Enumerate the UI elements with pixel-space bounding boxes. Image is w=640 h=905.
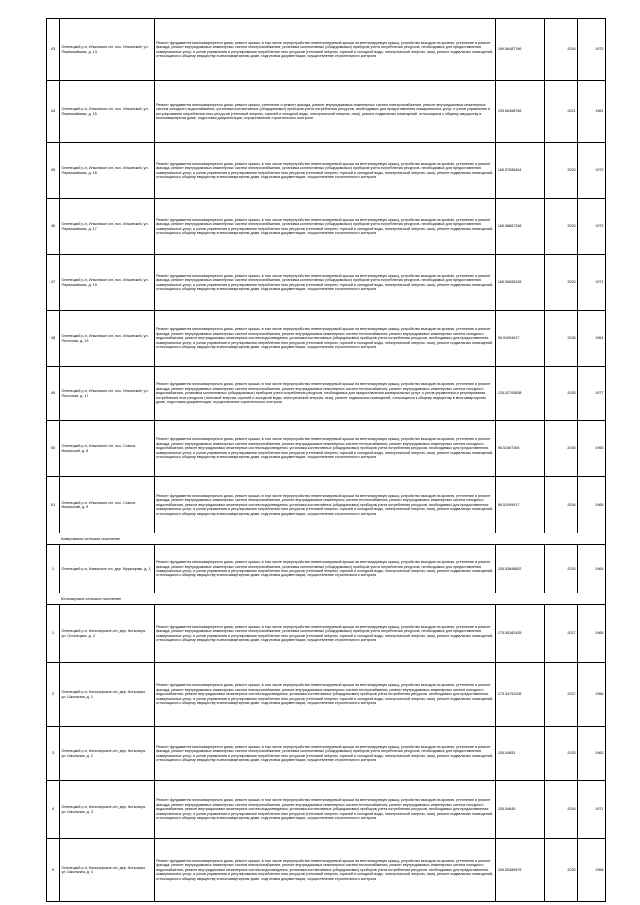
row-address-text: Оленецкий р-н, Коверское с/п, дер. Муркоярвы, д. 1 [61,566,151,571]
row-works [155,255,497,310]
row-year-planned-text: 2027 [567,692,576,697]
row-address [60,421,155,476]
table-group-kotkozerskoe [47,605,605,901]
row-year-planned [545,255,578,310]
row-number [47,199,60,254]
row-number-text: 45 [50,167,56,173]
row-area-text: 175.54791206 [497,692,522,697]
row-year-built-text: 1964 [595,336,604,341]
row-area-text: 169.56487766 [497,47,522,52]
row-number [47,367,60,420]
row-works-text: Ремонт фундамента многоквартирного дома, ремонт крыши, в том числе переустройство невентилируемой крыши на вентилируемую крышу, устройство выходов на кровлю, утепление и ремонт фасада, ремонт внутридомовых инженерных систем электроснабжения, установка коллективных (общедомовых) приборов учета потребления ресурсов, необходимых для предоставления коммунальных услуг, и узлов управления и регулирования потребления этих ресурсов (тепловой энергии, горячей и холодной воды, электрической энергии, газа), ремонт подвальных помещений, относящихся к общему имуществу в многоквартирном доме, подготовка документации, осуществление строительного контроля [156,744,493,762]
table-row [47,311,605,367]
row-address-text: Оленецкий р-н, Ильинское с/п, пос. Ильинский, ул. Песочная, д. 13 [61,334,149,343]
row-address-text: Оленецкий р-н, Коткозерское с/п, дер. Коткозеро, ул. Школьная, д. 3 [61,805,147,814]
row-works [155,19,497,80]
row-area-text: 96.51094917 [497,336,520,341]
row-number [47,477,60,533]
row-works [155,311,497,366]
row-works [155,199,497,254]
row-area-text: 135.52793658 [497,391,522,396]
row-year-planned [545,727,578,780]
row-area-text: 96.51095917 [497,502,520,507]
row-area [496,255,545,310]
row-area [496,727,545,780]
row-number-text: 4 [51,806,55,812]
row-works [155,545,497,593]
table-row [47,421,605,477]
row-number-text: 46 [50,223,56,229]
row-works [155,421,497,476]
row-year-built-text: 1973 [595,224,604,229]
row-year-built [578,19,605,80]
row-year-planned [545,545,578,593]
row-area-text: 166.57086364 [497,168,522,173]
table-row [47,727,605,781]
row-year-built-text: 1966 [595,692,604,697]
row-year-built-text: 1965 [595,446,604,451]
row-year-planned-text: 2030 [567,867,576,872]
row-works-text: Ремонт фундамента многоквартирного дома, ремонт крыши, в том числе переустройство невентилируемой крыши на вентилируемую крышу, устройство выходов на кровлю, утепление и ремонт фасада, ремонт внутридомовых инженерных систем электроснабжения, установка коллективных (общедомовых) приборов учета потребления ресурсов, необходимых для предоставления коммунальных услуг, и узлов управления и регулирования потребления этих ресурсов (тепловой энергии, горячей и холодной воды, электрической энергии, газа), ремонт подвальных помещений, относящихся к общему имуществу в многоквартирном доме, подготовка документации, осуществление строительного контроля [156,560,493,578]
table-row [47,81,605,143]
row-works-text: Ремонт фундамента многоквартирного дома, ремонт крыши, в том числе переустройство невентилируемой крыши на вентилируемую крышу, устройство выходов на кровлю, утепление и ремонт фасада, ремонт внутридомовых инженерных систем электроснабжения, ремонт внутридомовых инженерных систем теплоснабжения, ремонт внутридомовых инженерных систем холодного водоснабжения, ремонт внутридомовых инженерных систем водоотведения, установка коллективных (общедомовых) приборов учета потребления ресурсов, необходимых для предоставления коммунальных услуг, и узлов управления и регулирования потребления этих ресурсов (тепловой энергии, горячей и холодной воды, электрической энергии, газа), ремонт подвальных помещений, относящихся к общему имуществу в многоквартирном доме, подготовка документации, осуществление строительного контроля [156,798,493,821]
row-year-planned [545,143,578,198]
row-area-text: 155.54653 [497,751,516,756]
row-address-text: Оленецкий р-н, Ильинское с/п, пос. Ильинский, ул. Первомайская, д. 15 [61,107,149,116]
row-year-planned-text: 2027 [567,631,576,636]
row-year-built [578,781,605,838]
row-address [60,367,155,420]
row-number [47,81,60,142]
row-number-text: 2 [51,691,55,697]
row-year-planned-text: 2030 [567,566,576,571]
table-row [47,477,605,533]
row-number [47,421,60,476]
row-year-planned [545,199,578,254]
row-year-built [578,727,605,780]
row-area [496,367,545,420]
row-address-text: Оленецкий р-н, Коткозерское с/п, дер. Коткозеро, ул. Школьная, д. 2 [61,749,147,758]
row-year-planned-text: 2035 [567,391,576,396]
row-year-planned-text: 2036 [567,502,576,507]
row-area-text: 155.54845 [497,807,516,812]
table-row [47,839,605,901]
row-area [496,663,545,726]
row-year-built [578,199,605,254]
row-year-built [578,545,605,593]
table-row [47,19,605,81]
row-works-text: Ремонт фундамента многоквартирного дома, ремонт крыши, в том числе переустройство невентилируемой крыши на вентилируемую крышу, устройство выходов на кровлю, утепление и ремонт фасада, ремонт внутридомовых инженерных систем электроснабжения, ремонт внутридомовых инженерных систем теплоснабжения, ремонт внутридомовых инженерных систем холодного водоснабжения, ремонт внутридомовых инженерных систем водоотведения, установка коллективных (общедомовых) приборов учета потребления ресурсов, необходимых для предоставления коммунальных услуг, и узлов управления и регулирования потребления этих ресурсов (тепловой энергии, горячей и холодной воды, электрической энергии, газа), ремонт подвальных помещений, относящихся к общему имуществу в многоквартирном доме, подготовка документации, осуществление строительного контроля [156,493,493,516]
row-year-built [578,255,605,310]
row-address [60,311,155,366]
row-works [155,477,497,533]
row-year-built-text: 1968 [595,867,604,872]
row-number [47,781,60,838]
row-address [60,199,155,254]
row-area [496,605,545,662]
row-address-text: Оленецкий р-н, Коткозерское с/п, дер. Коткозеро, ул. Школьная, д. 1 [61,690,147,699]
row-address [60,781,155,838]
row-address-text: Оленецкий р-н, Ильинское с/п, пос. Совхоз Ильинский, д. 8 [61,444,136,453]
row-address-text: Оленецкий р-н, Ильинское с/п, пос. Ильинский, ул. Песочная, д. 17 [61,389,149,398]
row-works-text: Ремонт фундамента многоквартирного дома, ремонт крыши, в том числе переустройство невентилируемой крыши на вентилируемую крышу, устройство выходов на кровлю, утепление и ремонт фасада, ремонт внутридомовых инженерных систем электроснабжения, ремонт внутридомовых инженерных систем теплоснабжения, ремонт внутридомовых инженерных систем холодного водоснабжения, ремонт внутридомовых инженерных систем водоотведения, установка коллективных (общедомовых) приборов учета потребления ресурсов, необходимых для предоставления коммунальных услуг, и узлов управления и регулирования потребления этих ресурсов (тепловой энергии, горячей и холодной воды, электрической энергии, газа), ремонт подвальных помещений, относящихся к общему имуществу в многоквартирном доме, подготовка документации, осуществление строительного контроля [156,858,493,881]
row-works [155,663,497,726]
row-year-planned-text: 2036 [567,446,576,451]
row-year-built-text: 1972 [595,168,604,173]
row-year-built-text: 1963 [595,751,604,756]
row-area-text: 175.55382455 [497,631,522,636]
row-year-planned [545,81,578,142]
row-address [60,545,155,593]
row-year-built-text: 1973 [595,47,604,52]
row-works-text: Ремонт фундамента многоквартирного дома, ремонт крыши, утепление и ремонт фасада, ремонт внутридомовых инженерных систем электроснабжения, ремонт внутридомовых инженерных систем холодного водоснабжения, установка коллективных (общедомовых) приборов учета потребления ресурсов, необходимых для предоставления коммунальных услуг, и узлов управления и регулирования потребления этих ресурсов (тепловой энергии, горячей и холодной воды, электрической энергии, газа), ремонт подвальных помещений, относящихся к общему имуществу в многоквартирном доме, подготовка документации, осуществление строительного контроля [156,102,491,120]
row-number [47,255,60,310]
row-year-planned-text: 2038 [567,336,576,341]
row-works-text: Ремонт фундамента многоквартирного дома, ремонт крыши, в том числе переустройство невентилируемой крыши на вентилируемую крышу, устройство выходов на кровлю, утепление и ремонт фасада, ремонт внутридомовых инженерных систем электроснабжения, установка коллективных (общедомовых) приборов учета потребления ресурсов, необходимых для предоставления коммунальных услуг, и узлов управления и регулирования потребления этих ресурсов (тепловой энергии, горячей и холодной воды, электрической энергии, газа), ремонт подвальных помещений, относящихся к общему имуществу в многоквартирном доме, подготовка документации, осуществление строительного контроля [156,161,493,179]
row-address [60,605,155,662]
row-address-text: Оленецкий р-н, Ильинское с/п, пос. Ильинский, ул. Первомайская, д. 17 [61,222,149,231]
row-number [47,727,60,780]
row-area [496,143,545,198]
table-row [47,199,605,255]
row-address [60,81,155,142]
row-number-text: 1 [51,565,55,571]
row-number [47,839,60,901]
row-works-text: Ремонт фундамента многоквартирного дома, ремонт крыши, в том числе переустройство невентилируемой крыши на вентилируемую крышу, устройство выходов на кровлю, утепление и ремонт фасада, ремонт внутридомовых инженерных систем электроснабжения, установка коллективных (общедомовых) приборов учета потребления ресурсов, необходимых для предоставления коммунальных услуг, и узлов управления и регулирования потребления этих ресурсов (тепловой энергии, горячей и холодной воды, электрической энергии, газа), ремонт подвальных помещений, относящихся к общему имуществу в многоквартирном доме, подготовка документации, осуществление строительного контроля [156,217,493,235]
row-year-planned-text: 2021 [567,109,576,114]
row-number-text: 43 [50,46,56,52]
row-area-text: 235.56468766 [497,109,522,114]
row-address-text: Оленецкий р-н, Ильинское с/п, пос. Ильинский, ул. Первомайская, д. 14 [61,45,149,54]
section-heading: Коткозерское сельское поселение [47,593,605,605]
row-year-built [578,477,605,533]
row-year-planned [545,19,578,80]
row-address [60,727,155,780]
row-area-text: 155.50389976 [497,867,522,872]
row-number-text: 51 [50,501,56,507]
section-heading: Коверовское сельское поселение [47,533,605,545]
row-number-text: 1 [51,630,55,636]
row-area [496,477,545,533]
row-year-planned [545,663,578,726]
row-year-planned-text: 2026 [567,224,576,229]
table-row [47,367,605,421]
row-year-planned [545,421,578,476]
row-number-text: 49 [50,390,56,396]
row-area-text: 155.53898852 [497,566,522,571]
row-area-text: 166.56080245 [497,280,522,285]
row-year-planned [545,839,578,901]
row-number [47,663,60,726]
row-number-text: 3 [51,750,55,756]
row-year-planned-text: 2026 [567,280,576,285]
row-address-text: Оленецкий р-н, Коткозерское с/п, дер. Коткозеро, ул. Олонецкая, д. 3 [61,629,147,638]
row-area [496,199,545,254]
table-row [47,255,605,311]
row-number-text: 50 [50,445,56,451]
row-year-built [578,143,605,198]
row-year-built [578,839,605,901]
table-row [47,605,605,663]
row-works [155,839,497,901]
row-works [155,781,497,838]
row-year-built [578,367,605,420]
row-area [496,19,545,80]
table-group-ilinskoe [47,19,605,533]
row-year-built-text: 1964 [595,566,604,571]
row-address-text: Оленецкий р-н, Ильинское с/п, пос. Совхоз Ильинский, д. 9 [61,500,136,509]
row-year-planned [545,605,578,662]
row-year-planned-text: 2026 [567,807,576,812]
row-year-built [578,311,605,366]
program-table [46,18,606,902]
row-works-text: Ремонт фундамента многоквартирного дома, ремонт крыши, в том числе переустройство невентилируемой крыши на вентилируемую крышу, устройство выходов на кровлю, утепление и ремонт фасада, ремонт внутридомовых инженерных систем электроснабжения, ремонт внутридомовых инженерных систем теплоснабжения, ремонт внутридомовых инженерных систем холодного водоснабжения, ремонт внутридомовых инженерных систем водоотведения, установка коллективных (общедомовых) приборов учета потребления ресурсов, необходимых для предоставления коммунальных услуг, и узлов управления и регулирования потребления этих ресурсов (тепловой энергии, горячей и холодной воды, электрической энергии, газа), ремонт подвальных помещений, относящихся к общему имуществу в многоквартирном доме, подготовка документации, осуществление строительного контроля [156,683,493,706]
row-address-text: Оленецкий р-н, Коткозерское с/п, дер. Коткозеро, ул. Школьная, д. 4 [61,865,147,874]
row-area [496,421,545,476]
row-works-text: Ремонт фундамента многоквартирного дома, ремонт крыши, в том числе переустройство невентилируемой крыши на вентилируемую крышу, устройство выходов на кровлю, утепление и ремонт фасада, ремонт внутридомовых инженерных систем электроснабжения, установка коллективных (общедомовых) приборов учета потребления ресурсов, необходимых для предоставления коммунальных услуг, и узлов управления и регулирования потребления этих ресурсов (тепловой энергии, горячей и холодной воды, электрической энергии, газа), ремонт подвальных помещений, относящихся к общему имуществу в многоквартирном доме, подготовка документации, осуществление строительного контроля [156,624,493,642]
row-area [496,545,545,593]
row-works-text: Ремонт фундамента многоквартирного дома, ремонт крыши, в том числе переустройство невентилируемой крыши на вентилируемую крышу, устройство выходов на кровлю, утепление и ремонт фасада, ремонт внутридомовых инженерных систем электроснабжения, установка коллективных (общедомовых) приборов учета потребления ресурсов, необходимых для предоставления коммунальных услуг, и узлов управления и регулирования потребления этих ресурсов (тепловой энергии, горячей и холодной воды, электрической энергии, газа), ремонт подвальных помещений, относящихся к общему имуществу в многоквартирном доме, подготовка документации, осуществление строительного контроля [156,273,493,291]
row-works [155,605,497,662]
row-works-text: Ремонт фундамента многоквартирного дома, ремонт крыши, в том числе переустройство невентилируемой крыши на вентилируемую крышу, устройство выходов на кровлю, утепление и ремонт фасада, ремонт внутридомовых инженерных систем электроснабжения, ремонт внутридомовых инженерных систем теплоснабжения, ремонт внутридомовых инженерных систем холодного водоснабжения, установка коллективных (общедомовых) приборов учета потребления ресурсов, необходимых для предоставления коммунальных услуг, и узлов управления и регулирования потребления этих ресурсов (тепловой энергии, горячей и холодной воды, электрической энергии, газа), ремонт подвальных помещений, относящихся к общему имуществу в многоквартирном доме, подготовка документации, осуществление строительного контроля [156,382,491,405]
row-year-built-text: 1965 [595,631,604,636]
table-row [47,143,605,199]
row-address [60,663,155,726]
row-works-text: Ремонт фундамента многоквартирного дома, ремонт крыши, в том числе переустройство невентилируемой крыши на вентилируемую крышу, устройство выходов на кровлю, утепление и ремонт фасада, ремонт внутридомовых инженерных систем электроснабжения, ремонт внутридомовых инженерных систем теплоснабжения, ремонт внутридомовых инженерных систем холодного водоснабжения, ремонт внутридомовых инженерных систем водоотведения, установка коллективных (общедомовых) приборов учета потребления ресурсов, необходимых для предоставления коммунальных услуг, и узлов управления и регулирования потребления этих ресурсов (тепловой энергии, горячей и холодной воды, электрической энергии, газа), ремонт подвальных помещений, относящихся к общему имуществу в многоквартирном доме, подготовка документации, осуществление строительного контроля [156,327,493,350]
row-number-text: 44 [50,108,56,114]
row-year-built-text: 1971 [595,280,604,285]
row-area-text: 166.58887266 [497,224,522,229]
row-year-built-text: 1981 [595,109,604,114]
row-year-built [578,663,605,726]
table-group-koverskoe [47,545,605,593]
row-year-planned [545,477,578,533]
row-works [155,81,497,142]
row-number-text: 48 [50,335,56,341]
row-address [60,477,155,533]
row-year-built [578,81,605,142]
row-number [47,311,60,366]
row-year-planned [545,781,578,838]
row-address [60,143,155,198]
row-area [496,81,545,142]
row-works [155,367,497,420]
row-year-planned-text: 2025 [567,751,576,756]
row-year-built-text: 1971 [595,807,604,812]
row-year-built [578,605,605,662]
table-row [47,545,605,593]
row-address [60,19,155,80]
row-works-text: Ремонт фундамента многоквартирного дома, ремонт крыши, в том числе переустройство невентилируемой крыши на вентилируемую крышу, устройство выходов на кровлю, утепление и ремонт фасада, ремонт внутридомовых инженерных систем электроснабжения, ремонт внутридомовых инженерных систем теплоснабжения, ремонт внутридомовых инженерных систем холодного водоснабжения, ремонт внутридомовых инженерных систем водоотведения, установка коллективных (общедомовых) приборов учета потребления ресурсов, необходимых для предоставления коммунальных услуг, и узлов управления и регулирования потребления этих ресурсов (тепловой энергии, горячей и холодной воды, электрической энергии, газа), ремонт подвальных помещений, относящихся к общему имуществу в многоквартирном доме, подготовка документации, осуществление строительного контроля [156,437,493,460]
row-area [496,781,545,838]
table-row [47,781,605,839]
row-address-text: Оленецкий р-н, Ильинское с/п, пос. Ильинский, ул. Первомайская, д. 16 [61,166,149,175]
row-area [496,839,545,901]
row-year-planned-text: 2026 [567,168,576,173]
row-address [60,255,155,310]
row-number-text: 5 [51,866,55,872]
row-area [496,311,545,366]
row-number [47,545,60,593]
row-year-planned-text: 2026 [567,47,576,52]
row-year-built-text: 1965 [595,502,604,507]
row-number-text: 47 [50,279,56,285]
row-works [155,143,497,198]
row-address [60,839,155,901]
row-number [47,605,60,662]
row-year-planned [545,367,578,420]
row-address-text: Оленецкий р-н, Ильинское с/п, пос. Ильинский, ул. Первомайская, д. 19 [61,278,149,287]
table-row [47,663,605,727]
row-year-built [578,421,605,476]
row-number [47,143,60,198]
row-number [47,19,60,80]
row-year-planned [545,311,578,366]
row-area-text: 96.51067306 [497,446,520,451]
row-year-built-text: 1977 [595,391,604,396]
row-works-text: Ремонт фундамента многоквартирного дома, ремонт крыши, в том числе переустройство невентилируемой крыши на вентилируемую крышу, устройство выходов на кровлю, утепление и ремонт фасада, ремонт внутридомовых инженерных систем электроснабжения, установка коллективных (общедомовых) приборов учета потребления ресурсов, необходимых для предоставления коммунальных услуг, и узлов управления и регулирования потребления этих ресурсов (тепловой энергии, горячей и холодной воды, электрической энергии, газа), ремонт подвальных помещений, относящихся к общему имуществу в многоквартирном доме, подготовка документации, осуществление строительного контроля [156,40,493,58]
row-works [155,727,497,780]
